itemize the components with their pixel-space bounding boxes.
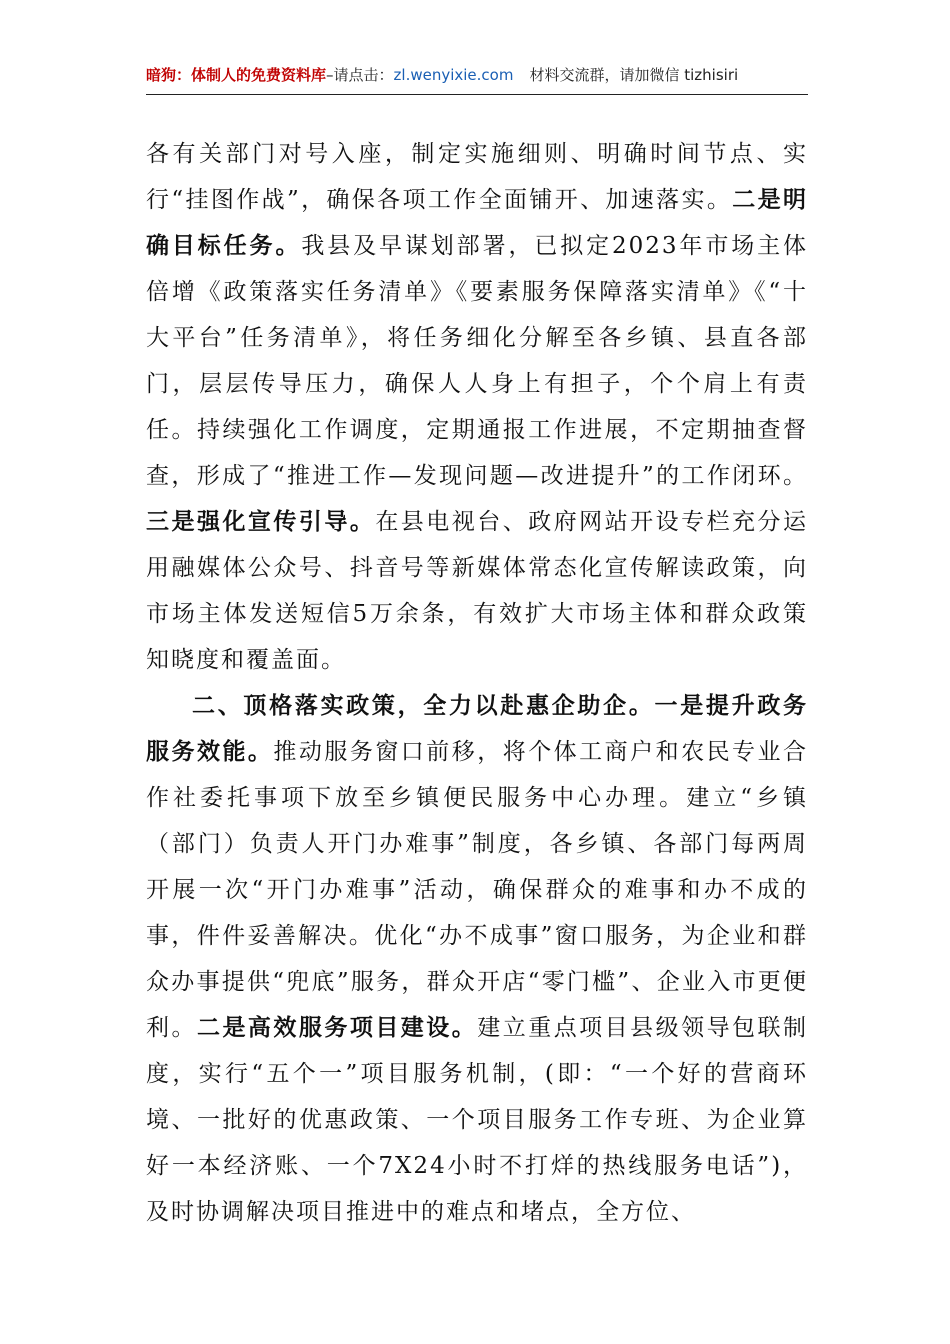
- bold-heading: 二是高效服务项目建设。: [196, 1014, 478, 1041]
- document-body: [146, 131, 808, 1235]
- text-run: 推动服务窗口前移，将个体工商户和农民专业合作社委托事项下放至乡镇便民服务中心办理。建立“乡镇（部门）负责人开门办难事”制度，各乡镇、各部门每两周开展一次“开门办难事”活动，确保群众的难事和办不成的事，件件妥善解决。优化“办不成事”窗口服务，为企业和群众办事提供“兜底”服务，群众开店“零门槛”、企业入市更便利。: [146, 739, 809, 1041]
- text-run: 建立重点项目县级领导包联制度，实行“五个一”项目服务机制，(即：“一个好的营商环境、一批好的优惠政策、一个项目服务工作专班、为企业算好一本经济账、一个7X24小时不打烊的热线服务电话”)，及时协调解决项目推进中的难点和堵点，全方位、: [146, 1015, 809, 1225]
- header-brand: 暗狗：体制人的免费资料库: [146, 66, 327, 84]
- text-run: 在县电视台、政府网站开设专栏充分运用融媒体公众号、抖音号等新媒体常态化宣传解读政策，向市场主体发送短信5万余条，有效扩大市场主体和群众政策知晓度和覆盖面。: [146, 509, 809, 673]
- section-heading: 二、顶格落实政策，全力以赴惠企助企。: [192, 692, 655, 719]
- text-run: 各有关部门对号入座，制定实施细则、明确时间节点、实行“挂图作战”，确保各项工作全面铺开、加速落实。: [146, 141, 808, 213]
- header-link[interactable]: zl.wenyixie.com: [393, 66, 514, 84]
- header-group-info: 材料交流群，请加微信 tizhisiri: [529, 66, 739, 84]
- text-run: 我县及早谋划部署，已拟定2023年市场主体倍增《政策落实任务清单》《要素服务保障落实清单》《“十大平台”任务清单》，将任务细化分解至各乡镇、县直各部门，层层传导压力，确保人人身上有担子，个个肩上有责任。持续强化工作调度，定期通报工作进展，不定期抽查督查，形成了“推进工作—发现问题—改进提升”的工作闭环。: [146, 233, 808, 489]
- bold-heading: 二是明确目标任务。: [146, 186, 808, 259]
- bold-heading: 一是提升政务服务效能。: [146, 692, 809, 765]
- header-prompt: –请点击：: [326, 66, 394, 84]
- paragraph-2: [146, 683, 808, 1235]
- document-header: [146, 64, 808, 95]
- paragraph-1: [146, 131, 808, 683]
- bold-heading: 三是强化宣传引导。: [146, 508, 376, 535]
